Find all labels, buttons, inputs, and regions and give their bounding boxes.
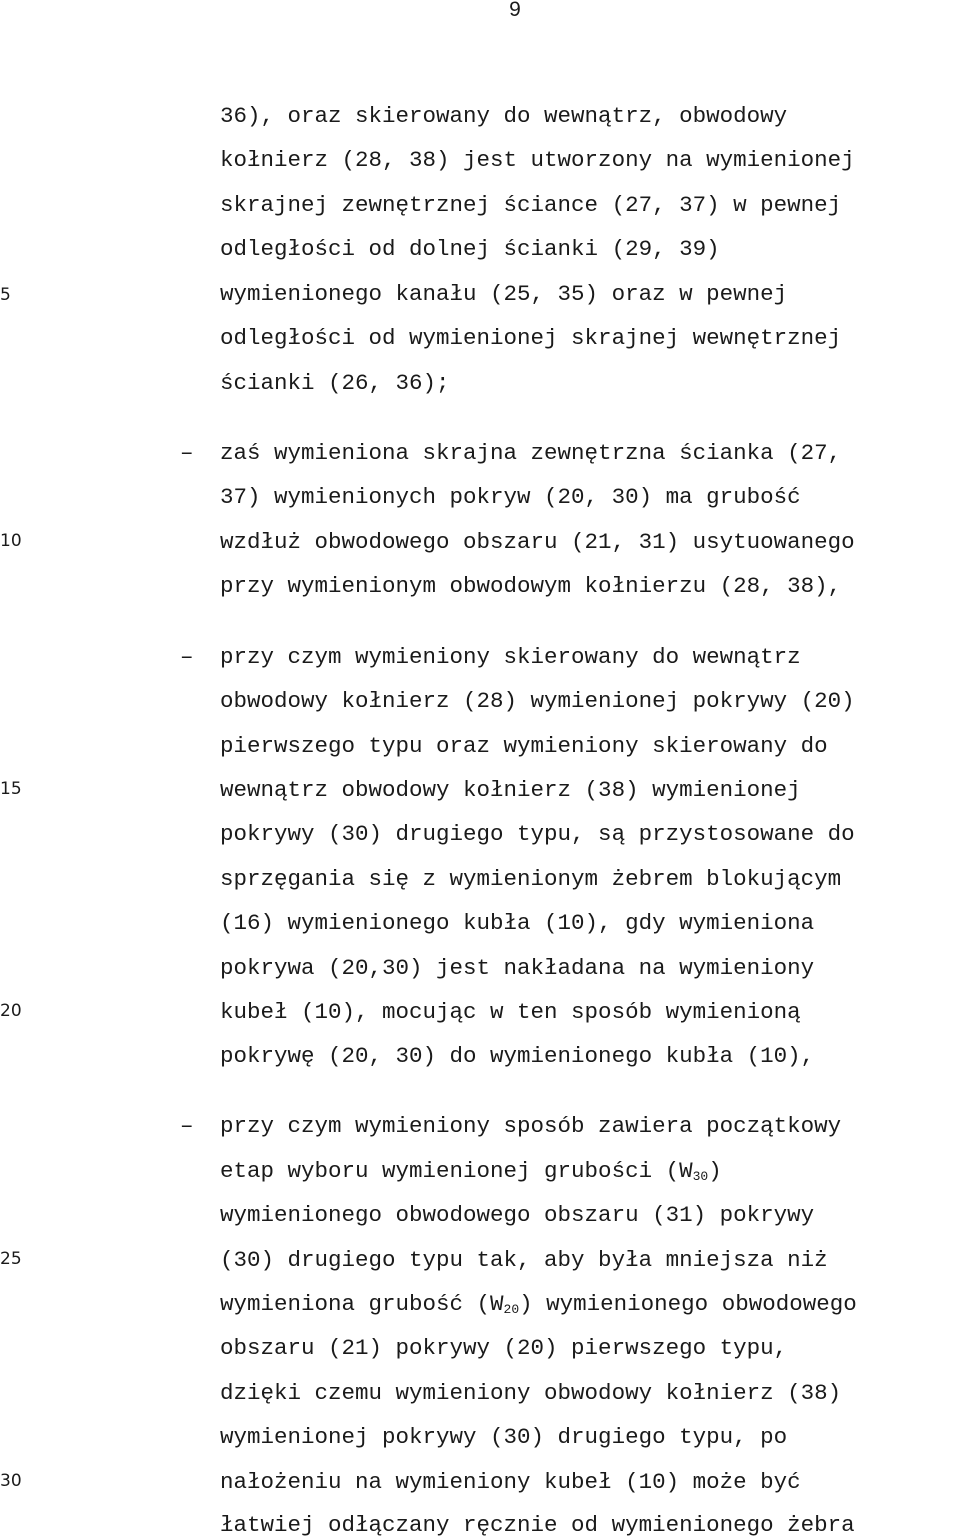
text-line: zaś wymieniona skrajna zewnętrzna ścianka (27,: [220, 440, 842, 466]
line-number-25: 25: [0, 1249, 22, 1269]
text-line: kubeł (10), mocując w ten sposób wymienioną: [220, 999, 801, 1025]
text-line: (16) wymienionego kubła (10), gdy wymieniona: [220, 910, 815, 936]
text-line: (30) drugiego typu tak, aby była mniejsza niż: [220, 1247, 828, 1273]
line-number-10: 10: [0, 531, 22, 551]
text-line: pokrywy (30) drugiego typu, są przystosowane do: [220, 821, 855, 847]
text-line: kołnierz (28, 38) jest utworzony na wymienionej: [220, 147, 855, 173]
bullet-dash: –: [180, 1113, 194, 1139]
text-line-part: wymieniona grubość (W: [220, 1291, 504, 1317]
list-item: [180, 439, 842, 467]
text-line-part: ): [708, 1158, 722, 1184]
text-line: przy czym wymieniony sposób zawiera początkowy: [220, 1113, 842, 1139]
line-number-15: 15: [0, 779, 22, 799]
text-line: dzięki czemu wymieniony obwodowy kołnierz (38): [220, 1380, 842, 1406]
text-line: sprzęgania się z wymienionym żebrem blokującym: [220, 866, 842, 892]
text-line: ścianki (26, 36);: [220, 370, 450, 396]
text-line: przy czym wymieniony skierowany do wewnątrz: [220, 644, 801, 670]
text-line: przy wymienionym obwodowym kołnierzu (28, 38),: [220, 573, 842, 599]
text-line-part: ) wymienionego obwodowego: [519, 1291, 857, 1317]
text-line: obszaru (21) pokrywy (20) pierwszego typu,: [220, 1335, 788, 1361]
bullet-dash: –: [180, 644, 194, 670]
bullet-dash: –: [180, 440, 194, 466]
text-line: obwodowy kołnierz (28) wymienionej pokrywy (20): [220, 688, 855, 714]
text-line: 36), oraz skierowany do wewnątrz, obwodowy: [220, 103, 788, 129]
text-line: wymienionego kanału (25, 35) oraz w pewnej: [220, 281, 788, 307]
text-line: odległości od dolnej ścianki (29, 39): [220, 236, 720, 262]
text-line: wymienionego obwodowego obszaru (31) pokrywy: [220, 1202, 815, 1228]
line-number-20: 20: [0, 1001, 22, 1021]
text-line: nałożeniu na wymieniony kubeł (10) może być: [220, 1469, 801, 1495]
text-line: wewnątrz obwodowy kołnierz (38) wymienionej: [220, 777, 801, 803]
text-line: [220, 1290, 857, 1318]
subscript: 30: [692, 1169, 709, 1184]
text-line: wymienionej pokrywy (30) drugiego typu, po: [220, 1424, 788, 1450]
text-line: 37) wymienionych pokryw (20, 30) ma grubość: [220, 484, 801, 510]
text-line: łatwiej odłączany ręcznie od wymienionego żebra: [220, 1512, 855, 1538]
text-line: [220, 1157, 722, 1185]
line-number-5: 5: [0, 285, 11, 305]
text-line: pierwszego typu oraz wymieniony skierowany do: [220, 733, 828, 759]
text-line-part: etap wyboru wymienionej grubości (W: [220, 1158, 693, 1184]
line-number-30: 30: [0, 1471, 22, 1491]
list-item: [180, 1112, 842, 1140]
page-number: 9: [509, 0, 521, 21]
text-line: odległości od wymienionej skrajnej wewnętrznej: [220, 325, 842, 351]
text-line: skrajnej zewnętrznej ściance (27, 37) w pewnej: [220, 192, 842, 218]
text-line: wzdłuż obwodowego obszaru (21, 31) usytuowanego: [220, 529, 855, 555]
text-line: pokrywa (20,30) jest nakładana na wymieniony: [220, 955, 815, 981]
text-line: pokrywę (20, 30) do wymienionego kubła (10),: [220, 1043, 815, 1069]
list-item: [180, 643, 801, 671]
subscript: 20: [503, 1302, 520, 1317]
